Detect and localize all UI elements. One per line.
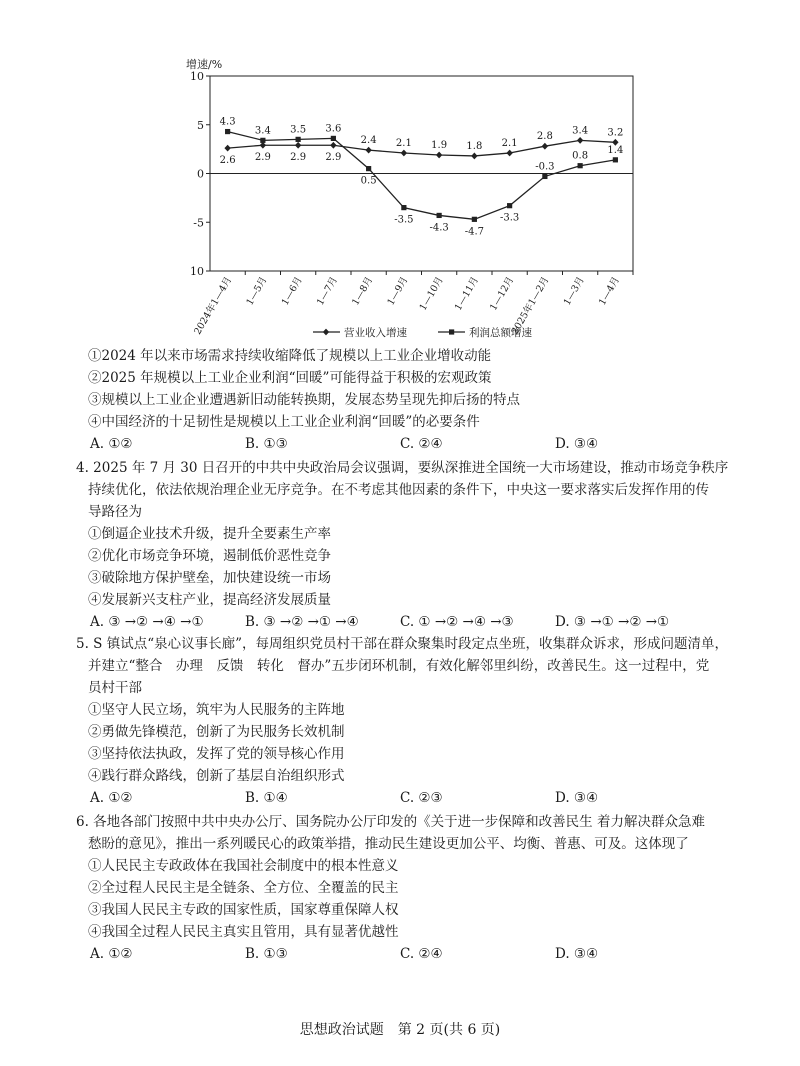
legend-profit-marker bbox=[449, 329, 454, 334]
q4-stem-line-1: 4. 2025 年 7 月 30 日召开的中共中央政治局会议强调，要纵深推进全国统一大市场建设，推动市场竞争秩序 bbox=[76, 460, 729, 476]
revenue-data-label: 2.6 bbox=[219, 155, 236, 167]
q4-item-3: ③破除地方保护壁垒，加快建设统一市场 bbox=[88, 570, 331, 586]
revenue-point bbox=[506, 150, 512, 157]
revenue-data-label: 2.1 bbox=[501, 138, 518, 150]
profit-data-label: -4.3 bbox=[429, 222, 449, 234]
q3-item-2: ②2025 年规模以上工业企业利润“回暖”可能得益于积极的宏观政策 bbox=[88, 370, 492, 386]
revenue-point bbox=[295, 142, 301, 149]
q4-item-1: ①倒逼企业技术升级，提升全要素生产率 bbox=[88, 526, 331, 542]
q5-option-c: C. ②③ bbox=[400, 790, 443, 806]
profit-point bbox=[225, 129, 230, 134]
q6-option-a: A. ①② bbox=[90, 946, 133, 962]
profit-data-label: -0.3 bbox=[535, 161, 555, 173]
x-tick-label: 1—10月 bbox=[417, 275, 446, 313]
x-tick-label: 1—8月 bbox=[350, 275, 376, 308]
x-tick-label: 1—5月 bbox=[244, 275, 270, 308]
profit-point bbox=[296, 137, 301, 142]
q5-item-2: ②勇做先锋模范，创新了为民服务长效机制 bbox=[88, 724, 345, 740]
q5-item-3: ③坚持依法执政，发挥了党的领导核心作用 bbox=[88, 746, 345, 762]
q3-option-b: B. ①③ bbox=[245, 436, 288, 452]
x-tick-label: 2024年1—4月 bbox=[192, 275, 235, 337]
series-line-1 bbox=[228, 140, 616, 156]
y-tick-label: 10 bbox=[190, 265, 204, 278]
q3-option-a: A. ①② bbox=[90, 436, 133, 452]
profit-point bbox=[578, 163, 583, 168]
q5-option-b: B. ①④ bbox=[245, 790, 288, 806]
x-tick-label: 2025年1—2月 bbox=[509, 275, 552, 337]
q5-stem-line-1: 5. S 镇试点“泉心议事长廊”，每周组织党员村干部在群众聚集时段定点坐班，收集群众诉求，形成问题清单， bbox=[76, 636, 729, 652]
q3-item-4: ④中国经济的十足韧性是规模以上工业企业利润“回暖”的必要条件 bbox=[88, 414, 480, 430]
y-tick-label: -5 bbox=[193, 216, 204, 230]
q5-item-4: ④践行群众路线，创新了基层自治组织形式 bbox=[88, 768, 345, 784]
q5-stem-line-3: 员村干部 bbox=[88, 680, 142, 696]
profit-point bbox=[507, 203, 512, 208]
page-footer: 思想政治试题 第 2 页(共 6 页) bbox=[299, 1022, 501, 1038]
growth-line-chart bbox=[180, 56, 640, 346]
revenue-data-label: 3.4 bbox=[572, 125, 589, 137]
q4-option-d: D. ③ →① →② →① bbox=[555, 614, 670, 630]
y-tick-label: 0 bbox=[197, 167, 204, 181]
revenue-data-label: 3.2 bbox=[607, 127, 624, 139]
q6-option-b: B. ①③ bbox=[245, 946, 288, 962]
profit-point bbox=[472, 217, 477, 222]
q3-option-c: C. ②④ bbox=[400, 436, 443, 452]
profit-data-label: 0.8 bbox=[572, 150, 589, 162]
y-axis-label: 增速/% bbox=[186, 58, 223, 71]
revenue-data-label: 1.9 bbox=[431, 139, 448, 151]
q6-option-c: C. ②④ bbox=[400, 946, 443, 962]
profit-point bbox=[542, 174, 547, 179]
y-tick-label: 10 bbox=[190, 70, 204, 83]
q5-option-d: D. ③④ bbox=[555, 790, 599, 806]
revenue-data-label: 2.4 bbox=[360, 135, 377, 147]
profit-point bbox=[401, 205, 406, 210]
q6-option-d: D. ③④ bbox=[555, 946, 599, 962]
revenue-point bbox=[577, 137, 583, 144]
profit-point bbox=[260, 138, 265, 143]
revenue-point bbox=[365, 147, 371, 154]
revenue-point bbox=[224, 145, 230, 152]
legend-revenue-label: 营业收入增速 bbox=[344, 327, 407, 339]
q5-option-a: A. ①② bbox=[90, 790, 133, 806]
q3-item-3: ③规模以上工业企业遭遇新旧动能转换期，发展态势呈现先抑后扬的特点 bbox=[88, 392, 520, 408]
profit-point bbox=[437, 213, 442, 218]
profit-data-label: 0.5 bbox=[360, 175, 377, 187]
q6-item-1: ①人民民主专政政体在我国社会制度中的根本性意义 bbox=[88, 858, 399, 874]
profit-point bbox=[366, 166, 371, 171]
q6-item-3: ③我国人民民主专政的国家性质，国家尊重保障人权 bbox=[88, 902, 399, 918]
profit-data-label: 3.5 bbox=[290, 124, 307, 136]
q6-item-2: ②全过程人民民主是全链条、全方位、全覆盖的民主 bbox=[88, 880, 399, 896]
q4-item-4: ④发展新兴支柱产业，提高经济发展质量 bbox=[88, 592, 331, 608]
revenue-data-label: 1.8 bbox=[466, 140, 483, 152]
profit-data-label: 1.4 bbox=[607, 144, 624, 156]
profit-data-label: 3.4 bbox=[254, 125, 271, 137]
x-tick-label: 1—4月 bbox=[596, 275, 622, 308]
y-tick-label: 5 bbox=[197, 118, 204, 132]
revenue-data-label: 2.9 bbox=[325, 152, 342, 164]
q4-option-b: B. ③ →② →① →④ bbox=[245, 614, 359, 630]
revenue-point bbox=[330, 142, 336, 149]
q4-stem-line-3: 导路径为 bbox=[88, 504, 142, 520]
x-tick-label: 1—12月 bbox=[488, 275, 517, 313]
q4-option-c: C. ① →② →④ →③ bbox=[400, 614, 514, 630]
revenue-point bbox=[542, 143, 548, 150]
revenue-data-label: 2.8 bbox=[536, 131, 553, 143]
q4-stem-line-2: 持续优化，依法依规治理企业无序竞争。在不考虑其他因素的条件下，中央这一要求落实后发挥作用的传 bbox=[88, 482, 709, 498]
q6-stem-line-1: 6. 各地各部门按照中共中央办公厅、国务院办公厅印发的《关于进一步保障和改善民生 着力解决群众急难 bbox=[76, 814, 705, 830]
x-tick-label: 1—7月 bbox=[314, 275, 340, 308]
q4-item-2: ②优化市场竞争环境，遏制低价恶性竞争 bbox=[88, 548, 331, 564]
profit-point bbox=[331, 136, 336, 141]
x-tick-label: 1—3月 bbox=[561, 275, 587, 308]
profit-data-label: -4.7 bbox=[464, 226, 485, 238]
revenue-data-label: 2.1 bbox=[395, 138, 412, 150]
revenue-data-label: 2.9 bbox=[290, 152, 307, 164]
profit-point bbox=[613, 157, 618, 162]
legend-profit-label: 利润总额增速 bbox=[469, 327, 532, 339]
revenue-point bbox=[401, 150, 407, 157]
x-tick-label: 1—11月 bbox=[452, 275, 481, 313]
q6-stem-line-2: 愁盼的意见》，推出一系列暖民心的政策举措，推动民生建设更加公平、均衡、普惠、可及。这体现了 bbox=[88, 836, 689, 852]
profit-data-label: 3.6 bbox=[325, 123, 342, 135]
profit-data-label: -3.5 bbox=[394, 214, 414, 226]
q5-stem-line-2: 并建立“整合 办理 反馈 转化 督办”五步闭环机制，有效化解邻里纠纷，改善民生。这一过程中，党 bbox=[88, 658, 710, 674]
revenue-data-label: 2.9 bbox=[254, 152, 271, 164]
x-tick-label: 1—6月 bbox=[279, 275, 305, 308]
q3-item-1: ①2024 年以来市场需求持续收缩降低了规模以上工业企业增收动能 bbox=[88, 348, 492, 364]
q4-option-a: A. ③ →② →④ →① bbox=[90, 614, 204, 630]
q3-option-d: D. ③④ bbox=[555, 436, 599, 452]
x-tick-label: 1—9月 bbox=[385, 275, 411, 308]
q5-item-1: ①坚守人民立场，筑牢为人民服务的主阵地 bbox=[88, 702, 345, 718]
legend-revenue-marker bbox=[323, 329, 329, 336]
revenue-point bbox=[436, 152, 442, 159]
q6-item-4: ④我国全过程人民民主真实且管用，具有显著优越性 bbox=[88, 924, 399, 940]
profit-data-label: 4.3 bbox=[219, 116, 236, 128]
revenue-point bbox=[471, 153, 477, 160]
profit-data-label: -3.3 bbox=[499, 212, 520, 224]
